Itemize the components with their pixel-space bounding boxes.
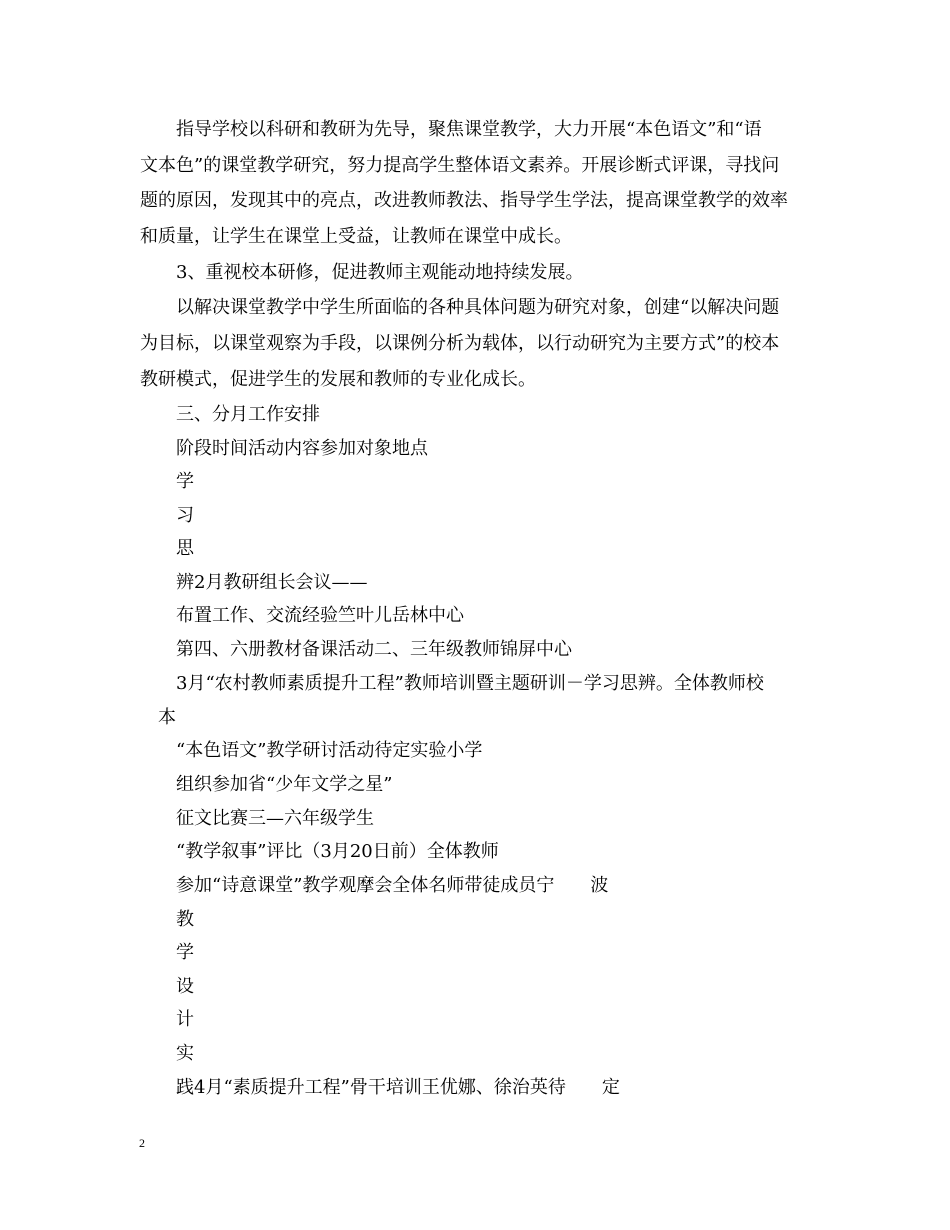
paragraph-line: 以解决课堂教学中学生所面临的各种具体问题为研究对象，创建“以解决问题: [176, 297, 780, 318]
schedule-line: “本色语文”教学研讨活动待定实验小学: [176, 740, 483, 761]
schedule-line: 第四、六册教材备课活动二、三年级教师锦屏中心: [176, 639, 572, 660]
paragraph-line: 和质量，让学生在课堂上受益，让教师在课堂中成长。: [140, 226, 572, 247]
section-heading: 3、重视校本研修，促进教师主观能动地持续发展。: [176, 262, 584, 283]
schedule-line: 参加“诗意课堂”教学观摩会全体名师带徒成员宁 波: [176, 875, 609, 896]
stage-char: 思: [176, 538, 194, 559]
schedule-line: 3月“农村教师素质提升工程”教师培训暨主题研训－学习思辨。全体教师校: [176, 673, 764, 694]
stage-char: 习: [176, 505, 194, 526]
schedule-line: 征文比赛三—六年级学生: [176, 808, 374, 829]
paragraph-line: 文本色”的课堂教学研究，努力提高学生整体语文素养。开展诊断式评课，寻找问: [140, 155, 780, 176]
paragraph-line: 教研模式，促进学生的发展和教师的专业化成长。: [140, 369, 536, 390]
schedule-line: 辨2月教研组长会议——: [176, 572, 368, 593]
paragraph-line: 为目标，以课堂观察为手段，以课例分析为载体，以行动研究为主要方式”的校本: [140, 333, 780, 354]
stage-char: 计: [176, 1009, 194, 1030]
stage-char: 设: [176, 976, 194, 997]
schedule-line: 组织参加省“少年文学之星”: [176, 774, 393, 795]
stage-char: 实: [176, 1043, 194, 1064]
stage-char: 教: [176, 909, 194, 930]
stage-char: 学: [176, 942, 194, 963]
stage-char: 学: [176, 471, 194, 492]
table-header-line: 阶段时间活动内容参加对象地点: [176, 438, 428, 459]
schedule-line: “教学叙事”评比（3月20日前）全体教师: [176, 841, 499, 862]
schedule-line: 践4月“素质提升工程”骨干培训王优娜、徐治英待 定: [176, 1077, 620, 1098]
schedule-line-wrap: 本: [158, 707, 176, 728]
paragraph-line: 题的原因，发现其中的亮点，改进教师教法、指导学生学法，提高课堂教学的效率: [140, 190, 788, 211]
page-number: 2: [139, 1136, 145, 1150]
paragraph-line: 指导学校以科研和教研为先导，聚焦课堂教学，大力开展“本色语文”和“语: [176, 119, 762, 140]
schedule-line: 布置工作、交流经验竺叶儿岳林中心: [176, 605, 464, 626]
section-heading: 三、分月工作安排: [176, 404, 320, 425]
